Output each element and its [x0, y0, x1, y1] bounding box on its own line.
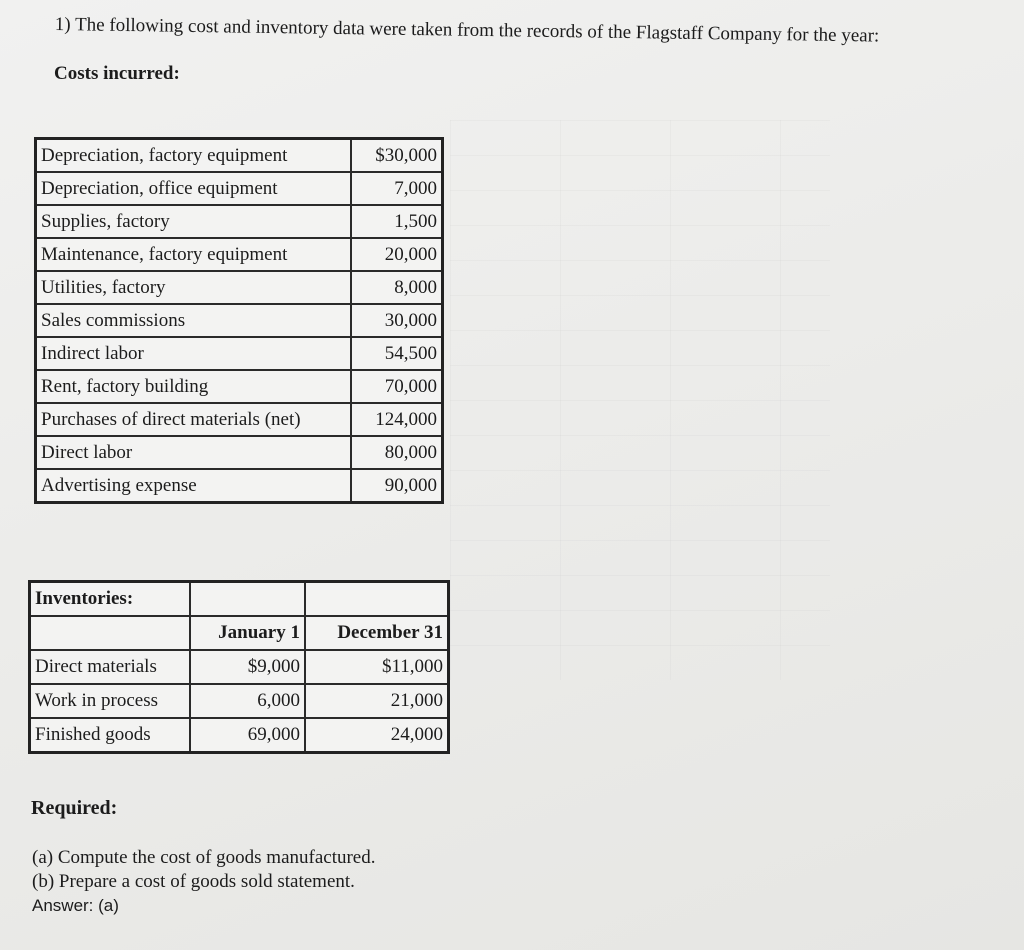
inventory-december-value: $11,000	[305, 650, 449, 684]
cost-label: Supplies, factory	[36, 205, 351, 238]
empty-cell	[190, 582, 305, 617]
cost-row	[36, 304, 443, 337]
cost-row	[36, 205, 443, 238]
cost-amount: 8,000	[351, 271, 443, 304]
background-grid	[450, 120, 830, 680]
cost-label: Sales commissions	[36, 304, 351, 337]
cost-label: Indirect labor	[36, 337, 351, 370]
inventory-december-value: 21,000	[305, 684, 449, 718]
empty-cell	[30, 616, 191, 650]
cost-label: Maintenance, factory equipment	[36, 238, 351, 271]
cost-row	[36, 436, 443, 469]
cost-label: Utilities, factory	[36, 271, 351, 304]
cost-row	[36, 172, 443, 205]
cost-amount: 1,500	[351, 205, 443, 238]
required-item-b: (b) Prepare a cost of goods sold statement.	[32, 871, 355, 892]
cost-row	[36, 238, 443, 271]
cost-amount: 90,000	[351, 469, 443, 503]
cost-label: Purchases of direct materials (net)	[36, 403, 351, 436]
required-heading: Required:	[31, 797, 118, 819]
cost-row	[36, 337, 443, 370]
inventory-december-value: 24,000	[305, 718, 449, 753]
inventory-row	[30, 650, 449, 684]
column-header-december: December 31	[305, 616, 449, 650]
problem-title: 1) The following cost and inventory data were taken from the records of the Flagstaff Company for the year:	[54, 14, 880, 47]
cost-row	[36, 370, 443, 403]
costs-table	[34, 137, 444, 504]
cost-label: Rent, factory building	[36, 370, 351, 403]
required-section	[32, 846, 375, 918]
cost-amount: 20,000	[351, 238, 443, 271]
cost-amount: 54,500	[351, 337, 443, 370]
answer-label: Answer: (a)	[32, 896, 119, 915]
cost-amount: $30,000	[351, 139, 443, 173]
cost-label: Depreciation, office equipment	[36, 172, 351, 205]
inventory-january-value: $9,000	[190, 650, 305, 684]
inventory-label: Finished goods	[30, 718, 191, 753]
cost-amount: 124,000	[351, 403, 443, 436]
inventory-label: Direct materials	[30, 650, 191, 684]
inventory-january-value: 6,000	[190, 684, 305, 718]
inventory-row	[30, 718, 449, 753]
inventory-label: Work in process	[30, 684, 191, 718]
cost-amount: 80,000	[351, 436, 443, 469]
inventories-heading: Inventories:	[30, 582, 191, 617]
costs-heading: Costs incurred:	[54, 63, 180, 84]
cost-amount: 30,000	[351, 304, 443, 337]
required-item-a: (a) Compute the cost of goods manufactured.	[32, 847, 376, 868]
empty-cell	[305, 582, 449, 617]
cost-row	[36, 403, 443, 436]
cost-label: Advertising expense	[36, 469, 351, 503]
cost-label: Depreciation, factory equipment	[36, 139, 351, 173]
cost-row	[36, 469, 443, 503]
inventories-heading-row	[30, 582, 449, 617]
cost-amount: 70,000	[351, 370, 443, 403]
cost-label: Direct labor	[36, 436, 351, 469]
inventory-january-value: 69,000	[190, 718, 305, 753]
inventories-table	[28, 580, 450, 754]
inventory-row	[30, 684, 449, 718]
cost-row	[36, 139, 443, 173]
cost-row	[36, 271, 443, 304]
cost-amount: 7,000	[351, 172, 443, 205]
column-header-january: January 1	[190, 616, 305, 650]
inventories-column-header-row	[30, 616, 449, 650]
